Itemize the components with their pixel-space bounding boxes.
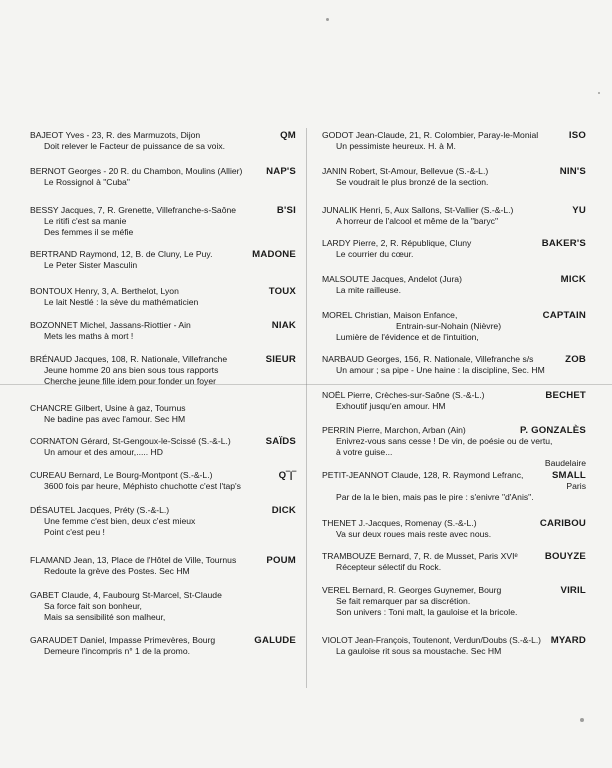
entry xyxy=(30,354,296,387)
entry-motto-line: La gauloise rit sous sa moustache. Sec HM xyxy=(336,646,502,656)
entry-motto-line: Un amour ; sa pipe - Une haine : la discipline, Sec. HM xyxy=(336,365,545,375)
entry-nickname: GALUDE xyxy=(254,635,296,646)
entry-header xyxy=(322,166,586,177)
entry-motto-line: Entrain-sur-Nohain (Nièvre) xyxy=(396,321,502,331)
entry-nickname: MADONE xyxy=(252,249,296,260)
entry-motto-line: Jeune homme 20 ans bien sous tous rapports xyxy=(44,365,219,375)
entry-motto-line: Va sur deux roues mais reste avec nous. xyxy=(336,529,492,539)
entry-motto-line: à votre guise... xyxy=(336,447,393,457)
entry-motto-line: Demeure l'incompris n° 1 de la promo. xyxy=(44,646,190,656)
entry-name-address: CUREAU Bernard, Le Bourg-Montpont (S.-&-L.) xyxy=(30,470,213,480)
entry-nickname: CAPTAIN xyxy=(542,310,586,321)
entry-motto-line: Doit relever le Facteur de puissance de sa voix. xyxy=(44,141,226,151)
entry-header xyxy=(322,354,586,365)
entry xyxy=(30,286,296,308)
entry-nickname: B'SI xyxy=(276,205,296,216)
entry xyxy=(322,635,586,657)
entry-name-address: BAJEOT Yves - 23, R. des Marmuzots, Dijon xyxy=(30,130,201,140)
entry-header xyxy=(322,238,586,249)
entry-nickname: CARIBOU xyxy=(539,518,586,529)
entry-header xyxy=(322,274,586,285)
entry xyxy=(322,238,586,260)
entry-header xyxy=(30,354,296,365)
entry-nickname: NIAK xyxy=(271,320,296,331)
entry-motto-line: Un amour et des amour,..... HD xyxy=(44,447,163,457)
entry-name-address: CORNATON Gérard, St-Gengoux-le-Scissé (S.-&-L.) xyxy=(30,436,231,446)
entry xyxy=(322,518,586,540)
entry-name-address: GABET Claude, 4, Faubourg St-Marcel, St-Claude xyxy=(30,590,222,600)
entry-header xyxy=(30,130,296,141)
entry-motto-line: Le Peter Sister Masculin xyxy=(44,260,138,270)
ink-speck xyxy=(598,92,600,94)
entry-nickname: BAKER'S xyxy=(541,238,586,249)
entry-name-address: BERNOT Georges - 20 R. du Chambon, Moulins (Allier) xyxy=(30,166,243,176)
entry xyxy=(322,205,586,227)
entry-motto-line: Mais sa sensibilité son malheur, xyxy=(44,612,166,622)
entry-motto-line: A horreur de l'alcool et même de la "baryc" xyxy=(336,216,499,226)
entry-motto-line: Mets les maths à mort ! xyxy=(44,331,134,341)
entry-name-address: PETIT-JEANNOT Claude, 128, R. Raymond Lefranc, xyxy=(322,470,524,480)
entry-motto-line: Sa force fait son bonheur, xyxy=(44,601,142,611)
entry-name-address: NARBAUD Georges, 156, R. Nationale, Villefranche s/s xyxy=(322,354,534,364)
entry xyxy=(322,585,586,618)
entry-header xyxy=(30,470,296,481)
entry-motto-line: Cherche jeune fille idem pour fonder un foyer xyxy=(44,376,216,386)
entry-nickname: BOUYZE xyxy=(544,551,586,562)
entry xyxy=(322,166,586,188)
entry-motto-line: Le courrier du cœur. xyxy=(336,249,414,259)
entry xyxy=(30,249,296,271)
entry-header xyxy=(322,310,586,321)
entry xyxy=(30,590,296,623)
entry-nickname: Q‾|‾ xyxy=(278,470,296,481)
entry-motto-line: Le lait Nestlé : la sève du mathématicien xyxy=(44,297,199,307)
column-divider xyxy=(306,128,307,688)
entry-header xyxy=(322,390,586,401)
entry-header xyxy=(30,205,296,216)
entry xyxy=(30,403,296,425)
entry xyxy=(30,320,296,342)
entry xyxy=(322,390,586,412)
entry-header xyxy=(30,286,296,297)
entry xyxy=(322,425,586,469)
entry-nickname: SAÏDS xyxy=(265,436,296,447)
entry xyxy=(30,505,296,538)
entry-header xyxy=(322,585,586,596)
entry xyxy=(30,470,296,492)
entry-nickname: ISO xyxy=(568,130,586,141)
entry-nickname: VIRIL xyxy=(560,585,586,596)
entry-motto-line: Redoute la grève des Postes. Sec HM xyxy=(44,566,190,576)
entry-header xyxy=(322,205,586,216)
entry-header xyxy=(30,505,296,516)
entry-name-address: BONTOUX Henry, 3, A. Berthelot, Lyon xyxy=(30,286,179,296)
entry-motto-line: Se fait remarquer par sa discrétion. xyxy=(336,596,471,606)
entry-header xyxy=(30,403,296,414)
entry-header xyxy=(30,555,296,566)
entry-nickname: YU xyxy=(572,205,586,216)
ink-speck xyxy=(580,718,584,722)
entry-motto-line: Ne badine pas avec l'amour. Sec HM xyxy=(44,414,186,424)
entry-nickname: NIN'S xyxy=(559,166,586,177)
entry-motto-line: Baudelaire xyxy=(544,458,586,468)
entry-motto-line: Le ritifi c'est sa manie xyxy=(44,216,127,226)
entry-header xyxy=(30,249,296,260)
entry-motto-line: Lumière de l'évidence et de l'intuition, xyxy=(336,332,479,342)
entry-motto-line: Paris xyxy=(566,481,586,491)
entry-header xyxy=(30,635,296,646)
entry-name-address: MALSOUTE Jacques, Andelot (Jura) xyxy=(322,274,462,284)
entry-header xyxy=(30,436,296,447)
entry-header xyxy=(322,470,586,481)
entry-header xyxy=(322,425,586,436)
entry-name-address: VIOLOT Jean-François, Toutenont, Verdun/Doubs (S.-&-L.) xyxy=(322,635,541,645)
entry-motto-line: Récepteur sélectif du Rock. xyxy=(336,562,442,572)
entry-name-address: NOËL Pierre, Crèches-sur-Saône (S.-&-L.) xyxy=(322,390,485,400)
entry-nickname: POUM xyxy=(266,555,296,566)
entry xyxy=(322,551,586,573)
entry-nickname: P. GONZALÈS xyxy=(520,425,586,436)
entry-name-address: BERTRAND Raymond, 12, B. de Cluny, Le Puy. xyxy=(30,249,213,259)
entry-nickname: TOUX xyxy=(268,286,296,297)
entry-name-address: VEREL Bernard, R. Georges Guynemer, Bourg xyxy=(322,585,502,595)
entry-nickname: MYARD xyxy=(550,635,586,646)
entry-header xyxy=(322,635,586,646)
entry-motto-line: Se voudrait le plus bronzé de la section. xyxy=(336,177,489,187)
entry-name-address: BESSY Jacques, 7, R. Grenette, Villefranche-s-Saône xyxy=(30,205,237,215)
entry-header xyxy=(30,590,296,601)
entry-name-address: MOREL Christian, Maison Enfance, xyxy=(322,310,458,320)
entry-motto-line: Par de la le bien, mais pas le pire : s'enivre "d'Anis". xyxy=(336,492,534,502)
entry-name-address: DÉSAUTEL Jacques, Préty (S.-&-L.) xyxy=(30,505,170,515)
entry-nickname: BECHET xyxy=(545,390,586,401)
entry-name-address: BOZONNET Michel, Jassans-Riottier - Ain xyxy=(30,320,191,330)
entry-name-address: CHANCRE Gilbert, Usine à gaz, Tournus xyxy=(30,403,186,413)
entry xyxy=(30,166,296,188)
ink-speck xyxy=(326,18,329,21)
entry-motto-line: Point c'est peu ! xyxy=(44,527,105,537)
entry-name-address: BRÉNAUD Jacques, 108, R. Nationale, Villefranche xyxy=(30,354,228,364)
entry-name-address: GARAUDET Daniel, Impasse Primevères, Bourg xyxy=(30,635,216,645)
entry-motto-line: Son univers : Toni malt, la gauloise et la bricole. xyxy=(336,607,518,617)
entry-motto-line: Le Rossignol à "Cuba" xyxy=(44,177,130,187)
entry-name-address: JANIN Robert, St-Amour, Bellevue (S.-&-L.) xyxy=(322,166,489,176)
entry xyxy=(30,130,296,152)
entry xyxy=(322,354,586,376)
entry-motto-line: Exhoutif jusqu'en amour. HM xyxy=(336,401,446,411)
entry xyxy=(30,436,296,458)
entry-motto-line: Enivrez-vous sans cesse ! De vin, de poésie ou de vertu, xyxy=(336,436,553,446)
entry-name-address: LARDY Pierre, 2, R. République, Cluny xyxy=(322,238,472,248)
entry-nickname: NAP'S xyxy=(266,166,296,177)
entry xyxy=(322,310,586,343)
entry-name-address: GODOT Jean-Claude, 21, R. Colombier, Paray-le-Monial xyxy=(322,130,539,140)
entry-header xyxy=(322,518,586,529)
entry-motto-line: 3600 fois par heure, Méphisto chuchotte c'est l'tap's xyxy=(44,481,241,491)
entry xyxy=(322,274,586,296)
entry-motto-line: La mite railleuse. xyxy=(336,285,401,295)
entry-nickname: QM xyxy=(280,130,296,141)
entry xyxy=(30,205,296,238)
entry-nickname: DICK xyxy=(271,505,296,516)
entry-nickname: SIEUR xyxy=(265,354,296,365)
entry xyxy=(322,470,586,503)
entry-header xyxy=(322,130,586,141)
entry xyxy=(30,555,296,577)
entry-header xyxy=(322,551,586,562)
entry-name-address: PERRIN Pierre, Marchon, Arban (Ain) xyxy=(322,425,466,435)
entry-nickname: ZOB xyxy=(565,354,586,365)
entry-name-address: THENET J.-Jacques, Romenay (S.-&-L.) xyxy=(322,518,477,528)
entry-header xyxy=(30,166,296,177)
entry-nickname: MICK xyxy=(560,274,586,285)
entry-motto-line: Une femme c'est bien, deux c'est mieux xyxy=(44,516,196,526)
entry xyxy=(30,635,296,657)
entry xyxy=(322,130,586,152)
entry-nickname: SMALL xyxy=(551,470,586,481)
entry-name-address: FLAMAND Jean, 13, Place de l'Hôtel de Ville, Tournus xyxy=(30,555,237,565)
entry-motto-line: Des femmes il se méfie xyxy=(44,227,134,237)
entry-name-address: JUNALIK Henri, 5, Aux Sallons, St-Vallier (S.-&-L.) xyxy=(322,205,514,215)
entry-motto-line: Un pessimiste heureux. H. à M. xyxy=(336,141,456,151)
entry-name-address: TRAMBOUZE Bernard, 7, R. de Musset, Paris XVIᵉ xyxy=(322,551,518,561)
entry-header xyxy=(30,320,296,331)
